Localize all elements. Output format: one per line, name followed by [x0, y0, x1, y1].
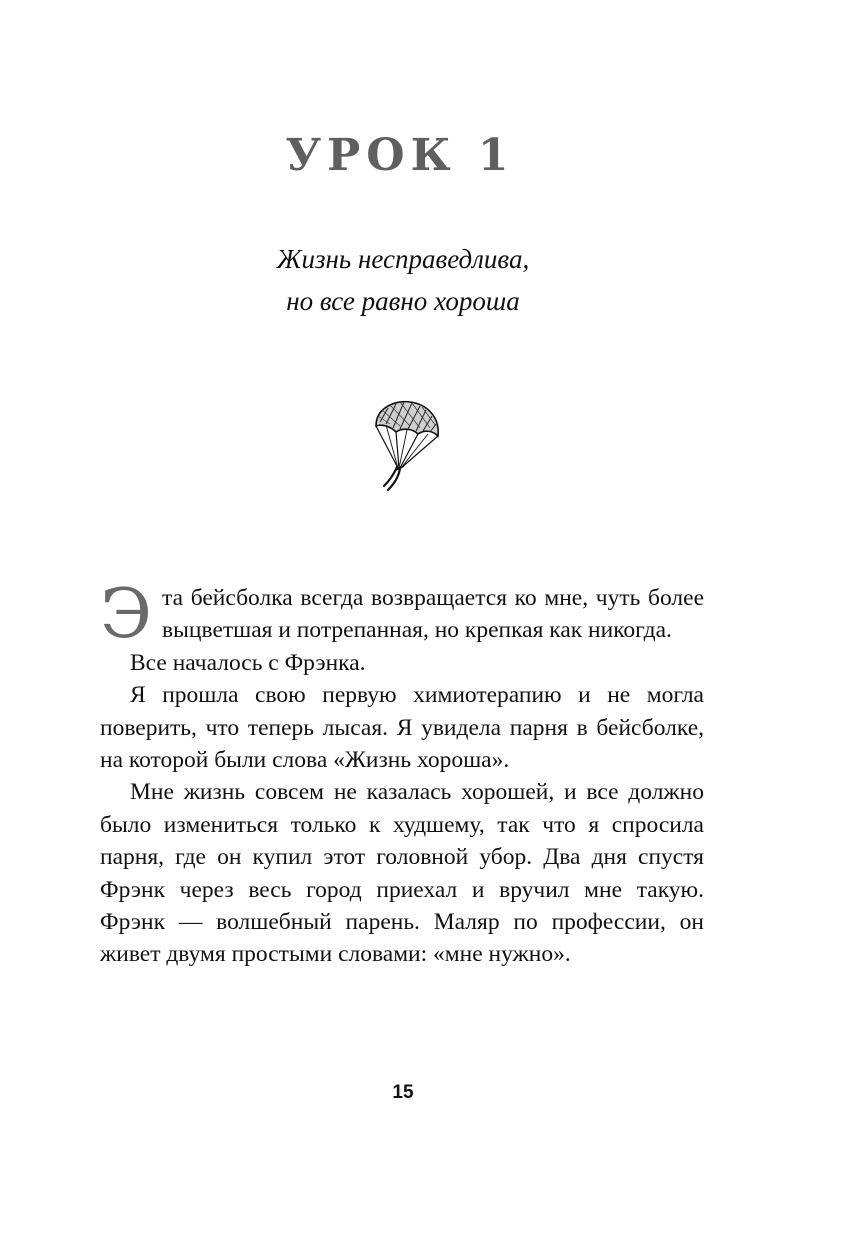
paragraph-2: Все началось с Фрэнка. — [130, 649, 366, 676]
drop-cap: Э — [100, 575, 153, 654]
paragraph-1-text: та бейсболка всегда возвращается ко мне, чуть более выцветшая и потрепанная, но крепкая как никогда. — [162, 585, 704, 644]
epigraph-line-1: Жизнь несправедлива, — [276, 244, 530, 274]
chapter-title: УРОК 1 — [285, 130, 515, 181]
page-number: 15 — [392, 1082, 414, 1103]
epigraph — [0, 238, 806, 322]
paragraph-1 — [100, 575, 704, 654]
paragraph-4: Мне жизнь совсем не казалась хорошей, и все должно было измениться только к худшему, так что я спросила парня, где он купил этот головной убор. Два дня спустя Фрэнк через весь город приехал и вручил мне такую. Фрэнк — волшебный парень. Маляр по профессии, он живет двумя простыми словами: «мне нужно». — [100, 779, 704, 968]
epigraph-line-2: но все равно хороша — [286, 286, 520, 316]
paragraph-3: Я прошла свою первую химиотерапию и не могла поверить, что теперь лысая. Я увидела парня в бейсболке, на которой были слова «Жизнь хороша». — [100, 682, 704, 774]
parachute-icon — [366, 394, 446, 494]
body-text — [100, 575, 704, 971]
